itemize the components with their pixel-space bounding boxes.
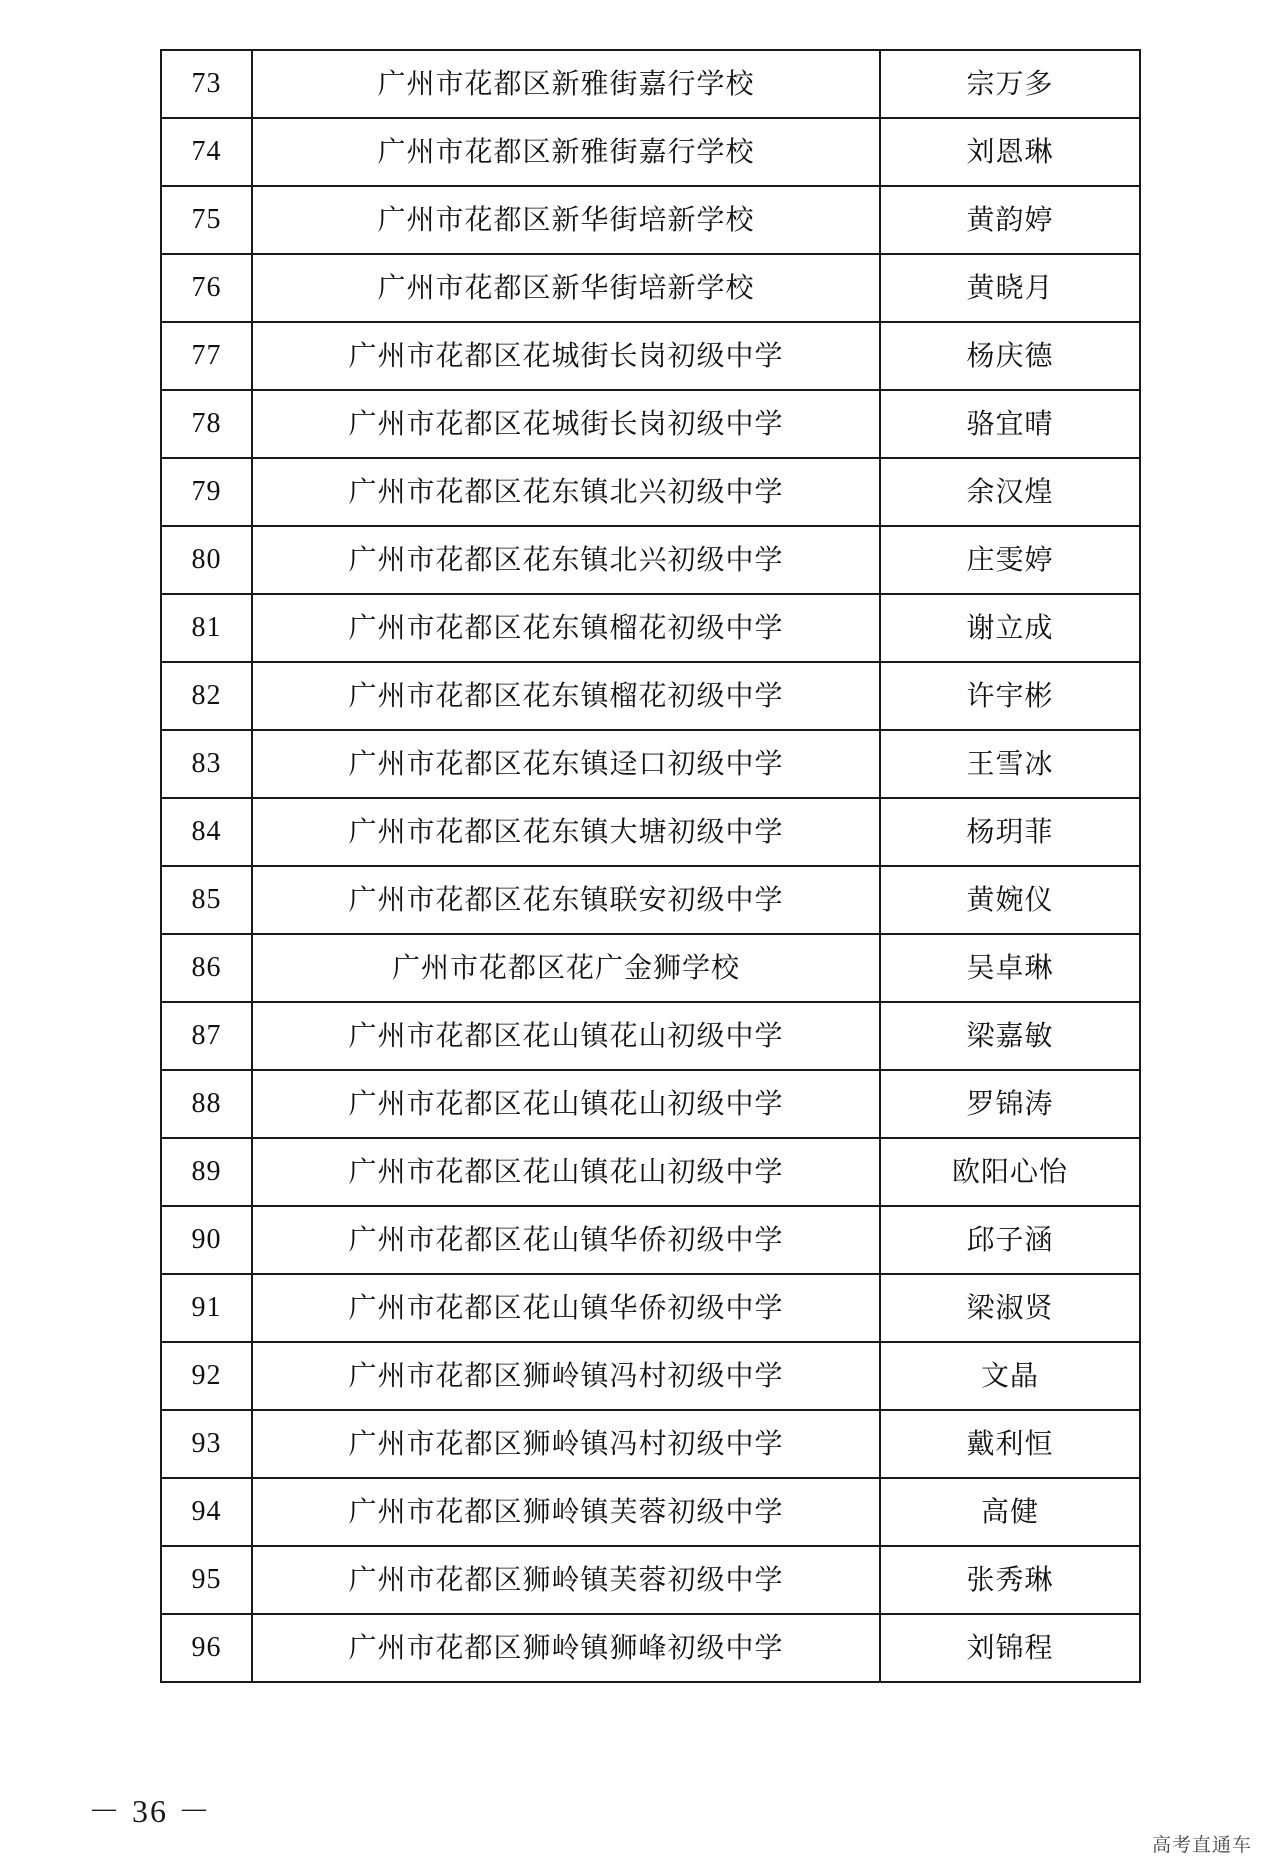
row-number-cell: 81 xyxy=(161,594,252,662)
row-number-cell: 95 xyxy=(161,1546,252,1614)
person-name-cell: 梁淑贤 xyxy=(880,1274,1140,1342)
watermark-text: 高考直通车 xyxy=(1151,1834,1252,1856)
school-name-cell: 广州市花都区花城街长岗初级中学 xyxy=(252,390,880,458)
row-number-cell: 83 xyxy=(161,730,252,798)
table-row xyxy=(161,1274,1140,1342)
school-name-cell: 广州市花都区狮岭镇冯村初级中学 xyxy=(252,1410,880,1478)
school-name-cell: 广州市花都区花东镇大塘初级中学 xyxy=(252,798,880,866)
school-name-cell: 广州市花都区狮岭镇狮峰初级中学 xyxy=(252,1614,880,1682)
person-name-cell: 刘恩琳 xyxy=(880,118,1140,186)
school-name-cell: 广州市花都区狮岭镇冯村初级中学 xyxy=(252,1342,880,1410)
person-name-cell: 欧阳心怡 xyxy=(880,1138,1140,1206)
row-number-cell: 77 xyxy=(161,322,252,390)
person-name-cell: 梁嘉敏 xyxy=(880,1002,1140,1070)
person-name-cell: 高健 xyxy=(880,1478,1140,1546)
page-number: － 36 － xyxy=(88,1793,213,1829)
table-row xyxy=(161,1138,1140,1206)
person-name-cell: 杨玥菲 xyxy=(880,798,1140,866)
table-row xyxy=(161,322,1140,390)
row-number-cell: 76 xyxy=(161,254,252,322)
table-row xyxy=(161,526,1140,594)
table-row xyxy=(161,1206,1140,1274)
person-name-cell: 余汉煌 xyxy=(880,458,1140,526)
row-number-cell: 84 xyxy=(161,798,252,866)
row-number-cell: 80 xyxy=(161,526,252,594)
school-name-cell: 广州市花都区新华街培新学校 xyxy=(252,254,880,322)
table-row xyxy=(161,254,1140,322)
school-name-cell: 广州市花都区新华街培新学校 xyxy=(252,186,880,254)
table-row xyxy=(161,1478,1140,1546)
row-number-cell: 82 xyxy=(161,662,252,730)
table-row xyxy=(161,1002,1140,1070)
row-number-cell: 90 xyxy=(161,1206,252,1274)
row-number-cell: 78 xyxy=(161,390,252,458)
person-name-cell: 王雪冰 xyxy=(880,730,1140,798)
row-number-cell: 74 xyxy=(161,118,252,186)
table-row xyxy=(161,186,1140,254)
school-name-cell: 广州市花都区花山镇华侨初级中学 xyxy=(252,1274,880,1342)
person-name-cell: 许宇彬 xyxy=(880,662,1140,730)
person-name-cell: 黄晓月 xyxy=(880,254,1140,322)
school-name-cell: 广州市花都区花山镇华侨初级中学 xyxy=(252,1206,880,1274)
roster-table xyxy=(160,49,1141,1683)
row-number-cell: 87 xyxy=(161,1002,252,1070)
row-number-cell: 75 xyxy=(161,186,252,254)
row-number-cell: 92 xyxy=(161,1342,252,1410)
person-name-cell: 谢立成 xyxy=(880,594,1140,662)
school-name-cell: 广州市花都区花东镇联安初级中学 xyxy=(252,866,880,934)
school-name-cell: 广州市花都区花山镇花山初级中学 xyxy=(252,1070,880,1138)
person-name-cell: 文晶 xyxy=(880,1342,1140,1410)
row-number-cell: 91 xyxy=(161,1274,252,1342)
school-name-cell: 广州市花都区狮岭镇芙蓉初级中学 xyxy=(252,1546,880,1614)
person-name-cell: 黄韵婷 xyxy=(880,186,1140,254)
table-row xyxy=(161,458,1140,526)
school-name-cell: 广州市花都区新雅街嘉行学校 xyxy=(252,118,880,186)
person-name-cell: 罗锦涛 xyxy=(880,1070,1140,1138)
table-row xyxy=(161,730,1140,798)
row-number-cell: 89 xyxy=(161,1138,252,1206)
roster-table-body xyxy=(161,50,1140,1682)
school-name-cell: 广州市花都区狮岭镇芙蓉初级中学 xyxy=(252,1478,880,1546)
table-row xyxy=(161,1342,1140,1410)
person-name-cell: 张秀琳 xyxy=(880,1546,1140,1614)
person-name-cell: 戴利恒 xyxy=(880,1410,1140,1478)
school-name-cell: 广州市花都区花山镇花山初级中学 xyxy=(252,1138,880,1206)
person-name-cell: 刘锦程 xyxy=(880,1614,1140,1682)
school-name-cell: 广州市花都区花东镇北兴初级中学 xyxy=(252,458,880,526)
row-number-cell: 88 xyxy=(161,1070,252,1138)
person-name-cell: 杨庆德 xyxy=(880,322,1140,390)
table-row xyxy=(161,1614,1140,1682)
school-name-cell: 广州市花都区花城街长岗初级中学 xyxy=(252,322,880,390)
school-name-cell: 广州市花都区花东镇迳口初级中学 xyxy=(252,730,880,798)
person-name-cell: 骆宜晴 xyxy=(880,390,1140,458)
table-row xyxy=(161,118,1140,186)
table-row xyxy=(161,50,1140,118)
table-row xyxy=(161,1070,1140,1138)
school-name-cell: 广州市花都区新雅街嘉行学校 xyxy=(252,50,880,118)
table-row xyxy=(161,662,1140,730)
person-name-cell: 庄雯婷 xyxy=(880,526,1140,594)
row-number-cell: 94 xyxy=(161,1478,252,1546)
school-name-cell: 广州市花都区花广金狮学校 xyxy=(252,934,880,1002)
row-number-cell: 73 xyxy=(161,50,252,118)
row-number-cell: 79 xyxy=(161,458,252,526)
row-number-cell: 85 xyxy=(161,866,252,934)
table-row xyxy=(161,594,1140,662)
person-name-cell: 邱子涵 xyxy=(880,1206,1140,1274)
person-name-cell: 吴卓琳 xyxy=(880,934,1140,1002)
table-row xyxy=(161,390,1140,458)
table-row xyxy=(161,1410,1140,1478)
school-name-cell: 广州市花都区花东镇北兴初级中学 xyxy=(252,526,880,594)
school-name-cell: 广州市花都区花山镇花山初级中学 xyxy=(252,1002,880,1070)
table-row xyxy=(161,798,1140,866)
school-name-cell: 广州市花都区花东镇榴花初级中学 xyxy=(252,662,880,730)
row-number-cell: 96 xyxy=(161,1614,252,1682)
person-name-cell: 宗万多 xyxy=(880,50,1140,118)
school-name-cell: 广州市花都区花东镇榴花初级中学 xyxy=(252,594,880,662)
row-number-cell: 86 xyxy=(161,934,252,1002)
row-number-cell: 93 xyxy=(161,1410,252,1478)
table-row xyxy=(161,1546,1140,1614)
table-row xyxy=(161,934,1140,1002)
person-name-cell: 黄婉仪 xyxy=(880,866,1140,934)
table-row xyxy=(161,866,1140,934)
